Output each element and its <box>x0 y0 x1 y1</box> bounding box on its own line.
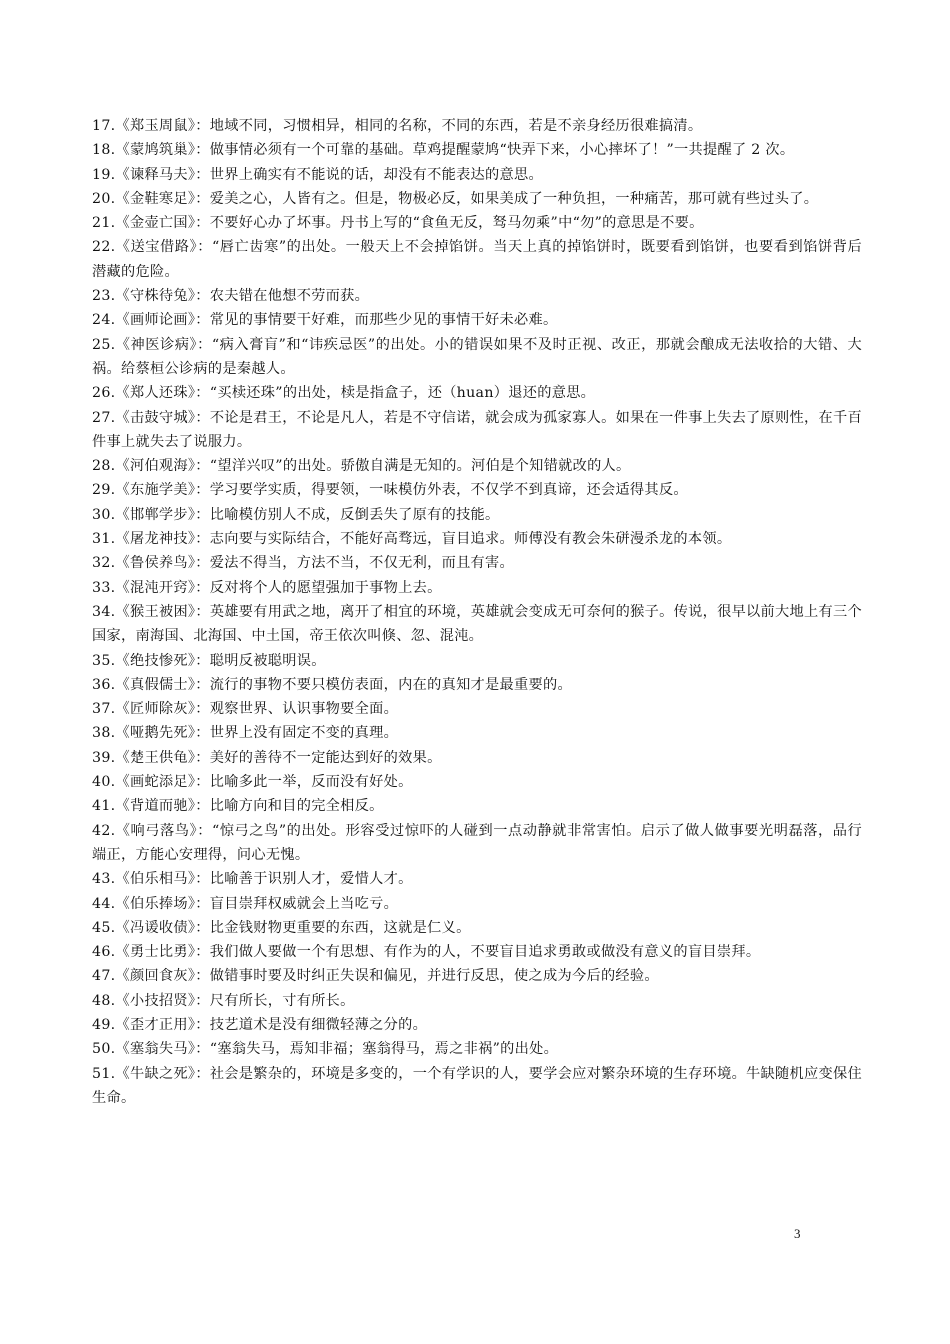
list-item: 21.《金壶亡国》：不要好心办了坏事。丹书上写的“食鱼无反，驽马勿乘”中“勿”的意思是不要。 <box>92 215 704 232</box>
list-item: 31.《屠龙神技》：志向要与实际结合，不能好高骛远，盲目追求。师傅没有教会朱硑漫杀龙的本领。 <box>92 531 732 548</box>
page-number: 3 <box>794 1226 801 1241</box>
list-item: 42.《响弓落鸟》：“惊弓之鸟”的出处。形容受过惊吓的人碰到一点动静就非常害怕。启示了做人做事要光明磊落，品行端正，方能心安理得，问心无愧。 <box>92 822 862 863</box>
list-item: 24.《画师论画》：常见的事情要干好难，而那些少见的事情干好未必难。 <box>92 312 558 329</box>
list-item: 44.《伯乐捧场》：盲目崇拜权威就会上当吃亏。 <box>92 895 399 912</box>
list-item: 17.《郑玉周鼠》：地域不同，习惯相异，相同的名称，不同的东西，若是不亲身经历很难搞清。 <box>92 118 703 134</box>
entry-list <box>92 114 862 1110</box>
list-item: 26.《郑人还珠》：“买椟还珠”的出处，椟是指盒子，还（huan）退还的意思。 <box>92 385 596 402</box>
list-item: 19.《谏释马夫》：世界上确实有不能说的话，却没有不能表达的意思。 <box>92 166 543 183</box>
list-item: 47.《颜回食灰》：做错事时要及时纠正失误和偏见，并进行反思，使之成为今后的经验。 <box>92 968 659 985</box>
list-item: 25.《神医诊病》：“病入膏肓”和“讳疾忌医”的出处。小的错误如果不及时正视、改正，那就会酿成无法收拾的大错、大祸。给蔡桓公诊病的是秦越人。 <box>92 336 862 377</box>
list-item: 27.《击鼓守城》：不论是君王，不论是凡人，若是不守信诺，就会成为孤家寡人。如果在一件事上失去了原则性，在千百件事上就失去了说服力。 <box>92 409 862 450</box>
list-item: 30.《邯郸学步》：比喻模仿别人不成，反倒丢失了原有的技能。 <box>92 506 500 523</box>
list-item: 35.《绝技惨死》：聪明反被聪明误。 <box>92 652 326 669</box>
list-item: 37.《匠师除灰》：观察世界、认识事物要全面。 <box>92 701 399 718</box>
list-item: 34.《猴王被困》：英雄要有用武之地，离开了相宜的环境，英雄就会变成无可奈何的猴子。传说，很早以前大地上有三个国家，南海国、北海国、中土国，帝王依次叫倏、忽、混沌。 <box>92 603 862 645</box>
list-item: 20.《金鞋寒足》：爱美之心，人皆有之。但是，物极必反，如果美成了一种负担，一种痛苦，那可就有些过头了。 <box>92 190 819 207</box>
list-item: 18.《蒙鸠筑巢》：做事情必须有一个可靠的基础。草鸡提醒蒙鸠“快弄下来，小心摔坏了！”一共提醒了 2 次。 <box>92 142 795 159</box>
list-item: 46.《勇士比勇》：我们做人要做一个有思想、有作为的人，不要盲目追求勇敢或做没有意义的盲目崇拜。 <box>92 944 761 961</box>
list-item: 32.《鲁侯养鸟》：爱法不得当，方法不当，不仅无利，而且有害。 <box>92 555 515 572</box>
list-item: 51.《牛缺之死》：社会是繁杂的，环境是多变的，一个有学识的人，要学会应对繁杂环境的生存环境。牛缺随机应变保住生命。 <box>92 1065 862 1106</box>
list-item: 41.《背道而驰》：比喻方向和目的完全相反。 <box>92 798 384 815</box>
list-item: 23.《守株待兔》：农夫错在他想不劳而获。 <box>92 288 370 305</box>
list-item: 50.《塞翁失马》：“塞翁失马，焉知非福；塞翁得马，焉之非祸”的出处。 <box>92 1041 559 1058</box>
list-item: 38.《哑鹅先死》：世界上没有固定不变的真理。 <box>92 725 399 742</box>
list-item: 22.《送宝借路》：“唇亡齿寒”的出处。一般天上不会掉馅饼。当天上真的掉馅饼时，既要看到馅饼，也要看到馅饼背后潜藏的危险。 <box>92 239 862 280</box>
list-item: 39.《楚王供龟》：美好的善待不一定能达到好的效果。 <box>92 749 442 766</box>
list-item: 36.《真假儒士》：流行的事物不要只模仿表面，内在的真知才是最重要的。 <box>92 676 572 693</box>
list-item: 43.《伯乐相马》：比喻善于识别人才，爱惜人才。 <box>92 871 413 888</box>
list-item: 28.《河伯观海》：“望洋兴叹”的出处。骄傲自满是无知的。河伯是个知错就改的人。 <box>92 458 631 475</box>
list-item: 45.《冯谖收债》：比金钱财物更重要的东西，这就是仁义。 <box>92 919 471 936</box>
list-item: 40.《画蛇添足》：比喻多此一举，反而没有好处。 <box>92 774 413 791</box>
list-item: 48.《小技招贤》：尺有所长，寸有所长。 <box>92 992 355 1009</box>
list-item: 33.《混沌开窍》：反对将个人的愿望强加于事物上去。 <box>92 579 442 596</box>
list-item: 49.《歪才正用》：技艺道术是没有细微轻薄之分的。 <box>92 1016 428 1033</box>
list-item: 29.《东施学美》：学习要学实质，得要领，一味模仿外表，不仅学不到真谛，还会适得其反。 <box>92 482 688 499</box>
